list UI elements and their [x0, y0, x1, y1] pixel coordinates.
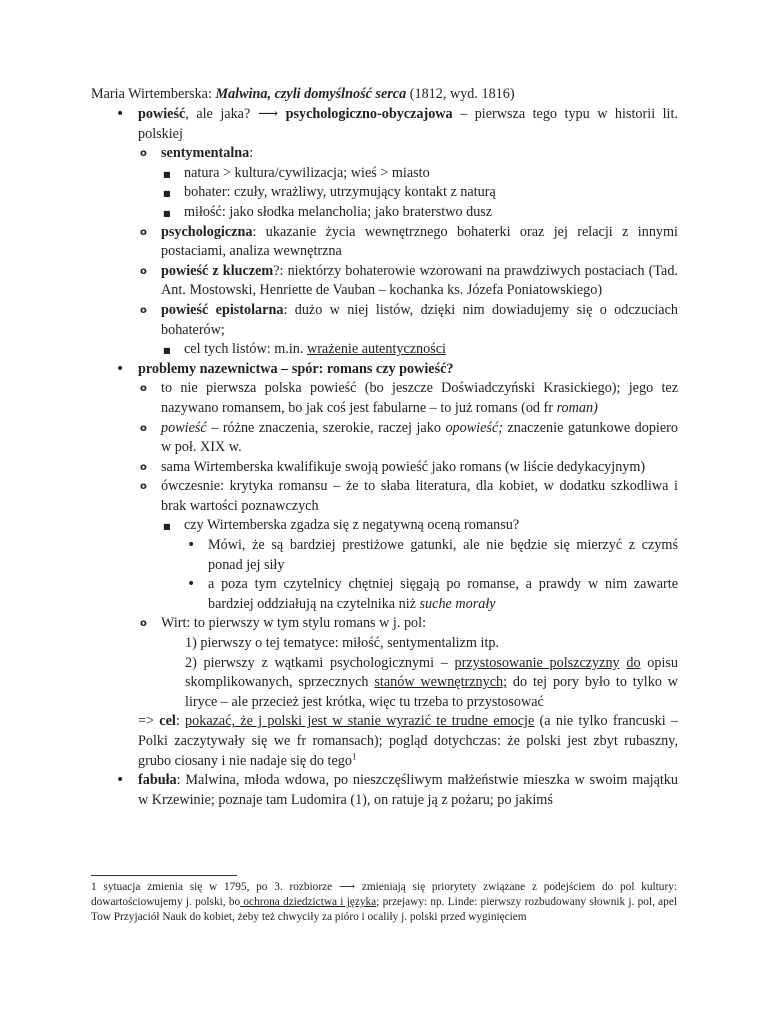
- square-marker: ■: [163, 208, 171, 218]
- circle-marker: o: [140, 226, 147, 238]
- sub-powiesc-znaczenia: o powieść – różne znaczenia, szerokie, raczej jako opowieść; znaczenie gatunkowe dopiero w poł. XIX w.: [140, 419, 678, 456]
- bullet-marker: •: [116, 772, 125, 789]
- cel-paragraph: => cel: pokazać, że j polski jest w stanie wyrazić te trudne emocje (a nie tylko francuski – Polki zaczytywały się we fr romansach); pogląd dotychczas: że polski jest zbyt rubaszny, grubo ciosany i nie nadaje się do tego$^1$: [138, 713, 678, 769]
- numbered-2: 2) pierwszy z wątkami psychologicznymi – przystosowanie polszczyzny do opisu skomplikowanych, sprzecznych stanów wewnętrznych; do tej pory było to tylko w liryce – ale przecież jest krótka, więc tu trzeba to przystosować: [185, 654, 679, 710]
- sub-psychologiczna: o psychologiczna: ukazanie życia wewnętrznego bohaterki oraz jej relacji z innymi postaciami, analiza wewnętrzna: [140, 223, 678, 260]
- bullet-fabula: • fabuła: Malwina, młoda wdowa, po nieszczęśliwym małżeństwie mieszka w swoim majątku w Krzewinie; poznaje tam Ludomira (1), on ratuje ją z pożaru; po jakimś: [116, 772, 678, 808]
- document-title: [91, 85, 515, 105]
- sub-mowi: • Mówi, że są bardziej prestiżowe gatunki, ale nie będzie się mierzyć z czymś ponad jej siły: [187, 537, 678, 573]
- bullet-problemy-nazewnictwa: • problemy nazewnictwa – spór: romans czy powieść?: [138, 360, 678, 380]
- sub-cel-listow: ■ cel tych listów: m.in. wrażenie autentyczności: [184, 340, 678, 360]
- circle-marker: o: [140, 481, 147, 493]
- circle-marker: o: [140, 265, 147, 277]
- title-author: Maria Wirtemberska:: [91, 86, 216, 102]
- title-work: Malwina, czyli domyślność serca: [215, 86, 407, 102]
- footnote-ref[interactable]: 1: [351, 750, 357, 761]
- sub-natura: ■ natura > kultura/cywilizacja; wieś > miasto: [184, 164, 678, 184]
- sub-wirt: o Wirt: to pierwszy w tym stylu romans w j. pol:: [161, 614, 678, 634]
- main-outline: [0, 105, 768, 810]
- sub-nie-pierwsza: o to nie pierwsza polska powieść (bo jeszcze Doświadczyński Krasickiego); jego tez nazywano romansem, bo jak coś jest fabularne – to już romans (od fr roman): [140, 380, 678, 416]
- numbered-1: 1) pierwszy o tej tematyce: miłość, sentymentalizm itp.: [185, 635, 500, 652]
- square-marker: ■: [163, 189, 171, 199]
- circle-marker: o: [140, 304, 147, 316]
- sub-powiesc-epistolarna: o powieść epistolarna: dużo w niej listów, dzięki nim dowiadujemy się o odczuciach bohaterów;: [140, 301, 678, 338]
- bullet-marker: •: [116, 360, 125, 377]
- bullet-powiesc: • powieść, ale jaka? ⟶ psychologiczno-obyczajowa – pierwsza tego typu w historii lit. polskiej: [116, 106, 678, 142]
- square-marker: ■: [163, 346, 171, 356]
- footnote: 1 sytuacja zmienia się w 1795, po 3. rozbiorze ⟶ zmieniają się priorytety związane z podejściem do pol kultury: dowartościowujemy j. polski, bo ochrona dziedzictwa i języka; przejawy: np. Linde: pierwszy rozbudowany słownik j. pol, apel Tow Przyjaciół Nauk do kobiet, żeby też chwyciły za pióro i ocaliły j. polski przed wyginięciem: [91, 881, 677, 924]
- circle-marker: o: [140, 148, 147, 160]
- sub-kwalifikuje: o sama Wirtemberska kwalifikuje swoją powieść jako romans (w liście dedykacyjnym): [161, 458, 678, 478]
- circle-marker: o: [140, 422, 147, 434]
- square-marker: ■: [163, 522, 171, 532]
- bullet-marker: •: [187, 576, 196, 593]
- sub-owczesnie: o ówczesnie: krytyka romansu – że to słaba literatura, dla kobiet, w dodatku szkodliwa i brak wartości poznawczych: [140, 478, 678, 514]
- sub-sentymentalna: o sentymentalna:: [161, 144, 678, 164]
- circle-marker: o: [140, 618, 147, 630]
- sub-milosc: ■ miłość: jako słodka melancholia; jako braterstwo dusz: [184, 203, 678, 223]
- sub-bohater: ■ bohater: czuły, wrażliwy, utrzymujący kontakt z naturą: [184, 183, 678, 203]
- square-marker: ■: [163, 169, 171, 179]
- sub-czy-zgadza: ■ czy Wirtemberska zgadza się z negatywną oceną romansu?: [184, 516, 678, 536]
- sub-powiesc-z-kluczem: o powieść z kluczem?: niektórzy bohaterowie wzorowani na prawdziwych postaciach (Tad. Ant. Mostowski, Henriette de Vauban – kochanka ks. Józefa Poniatowskiego): [140, 262, 678, 299]
- footnote-separator: [91, 875, 237, 876]
- circle-marker: o: [140, 383, 147, 395]
- bullet-marker: •: [187, 537, 196, 554]
- sub-czytelnicy: • a poza tym czytelnicy chętniej sięgają po romanse, a prawdy w nim zawarte bardziej oddziałują na czytelnika niż suche morały: [187, 576, 678, 612]
- circle-marker: o: [140, 461, 147, 473]
- title-date: (1812, wyd. 1816): [406, 86, 515, 102]
- bullet-marker: •: [116, 106, 125, 122]
